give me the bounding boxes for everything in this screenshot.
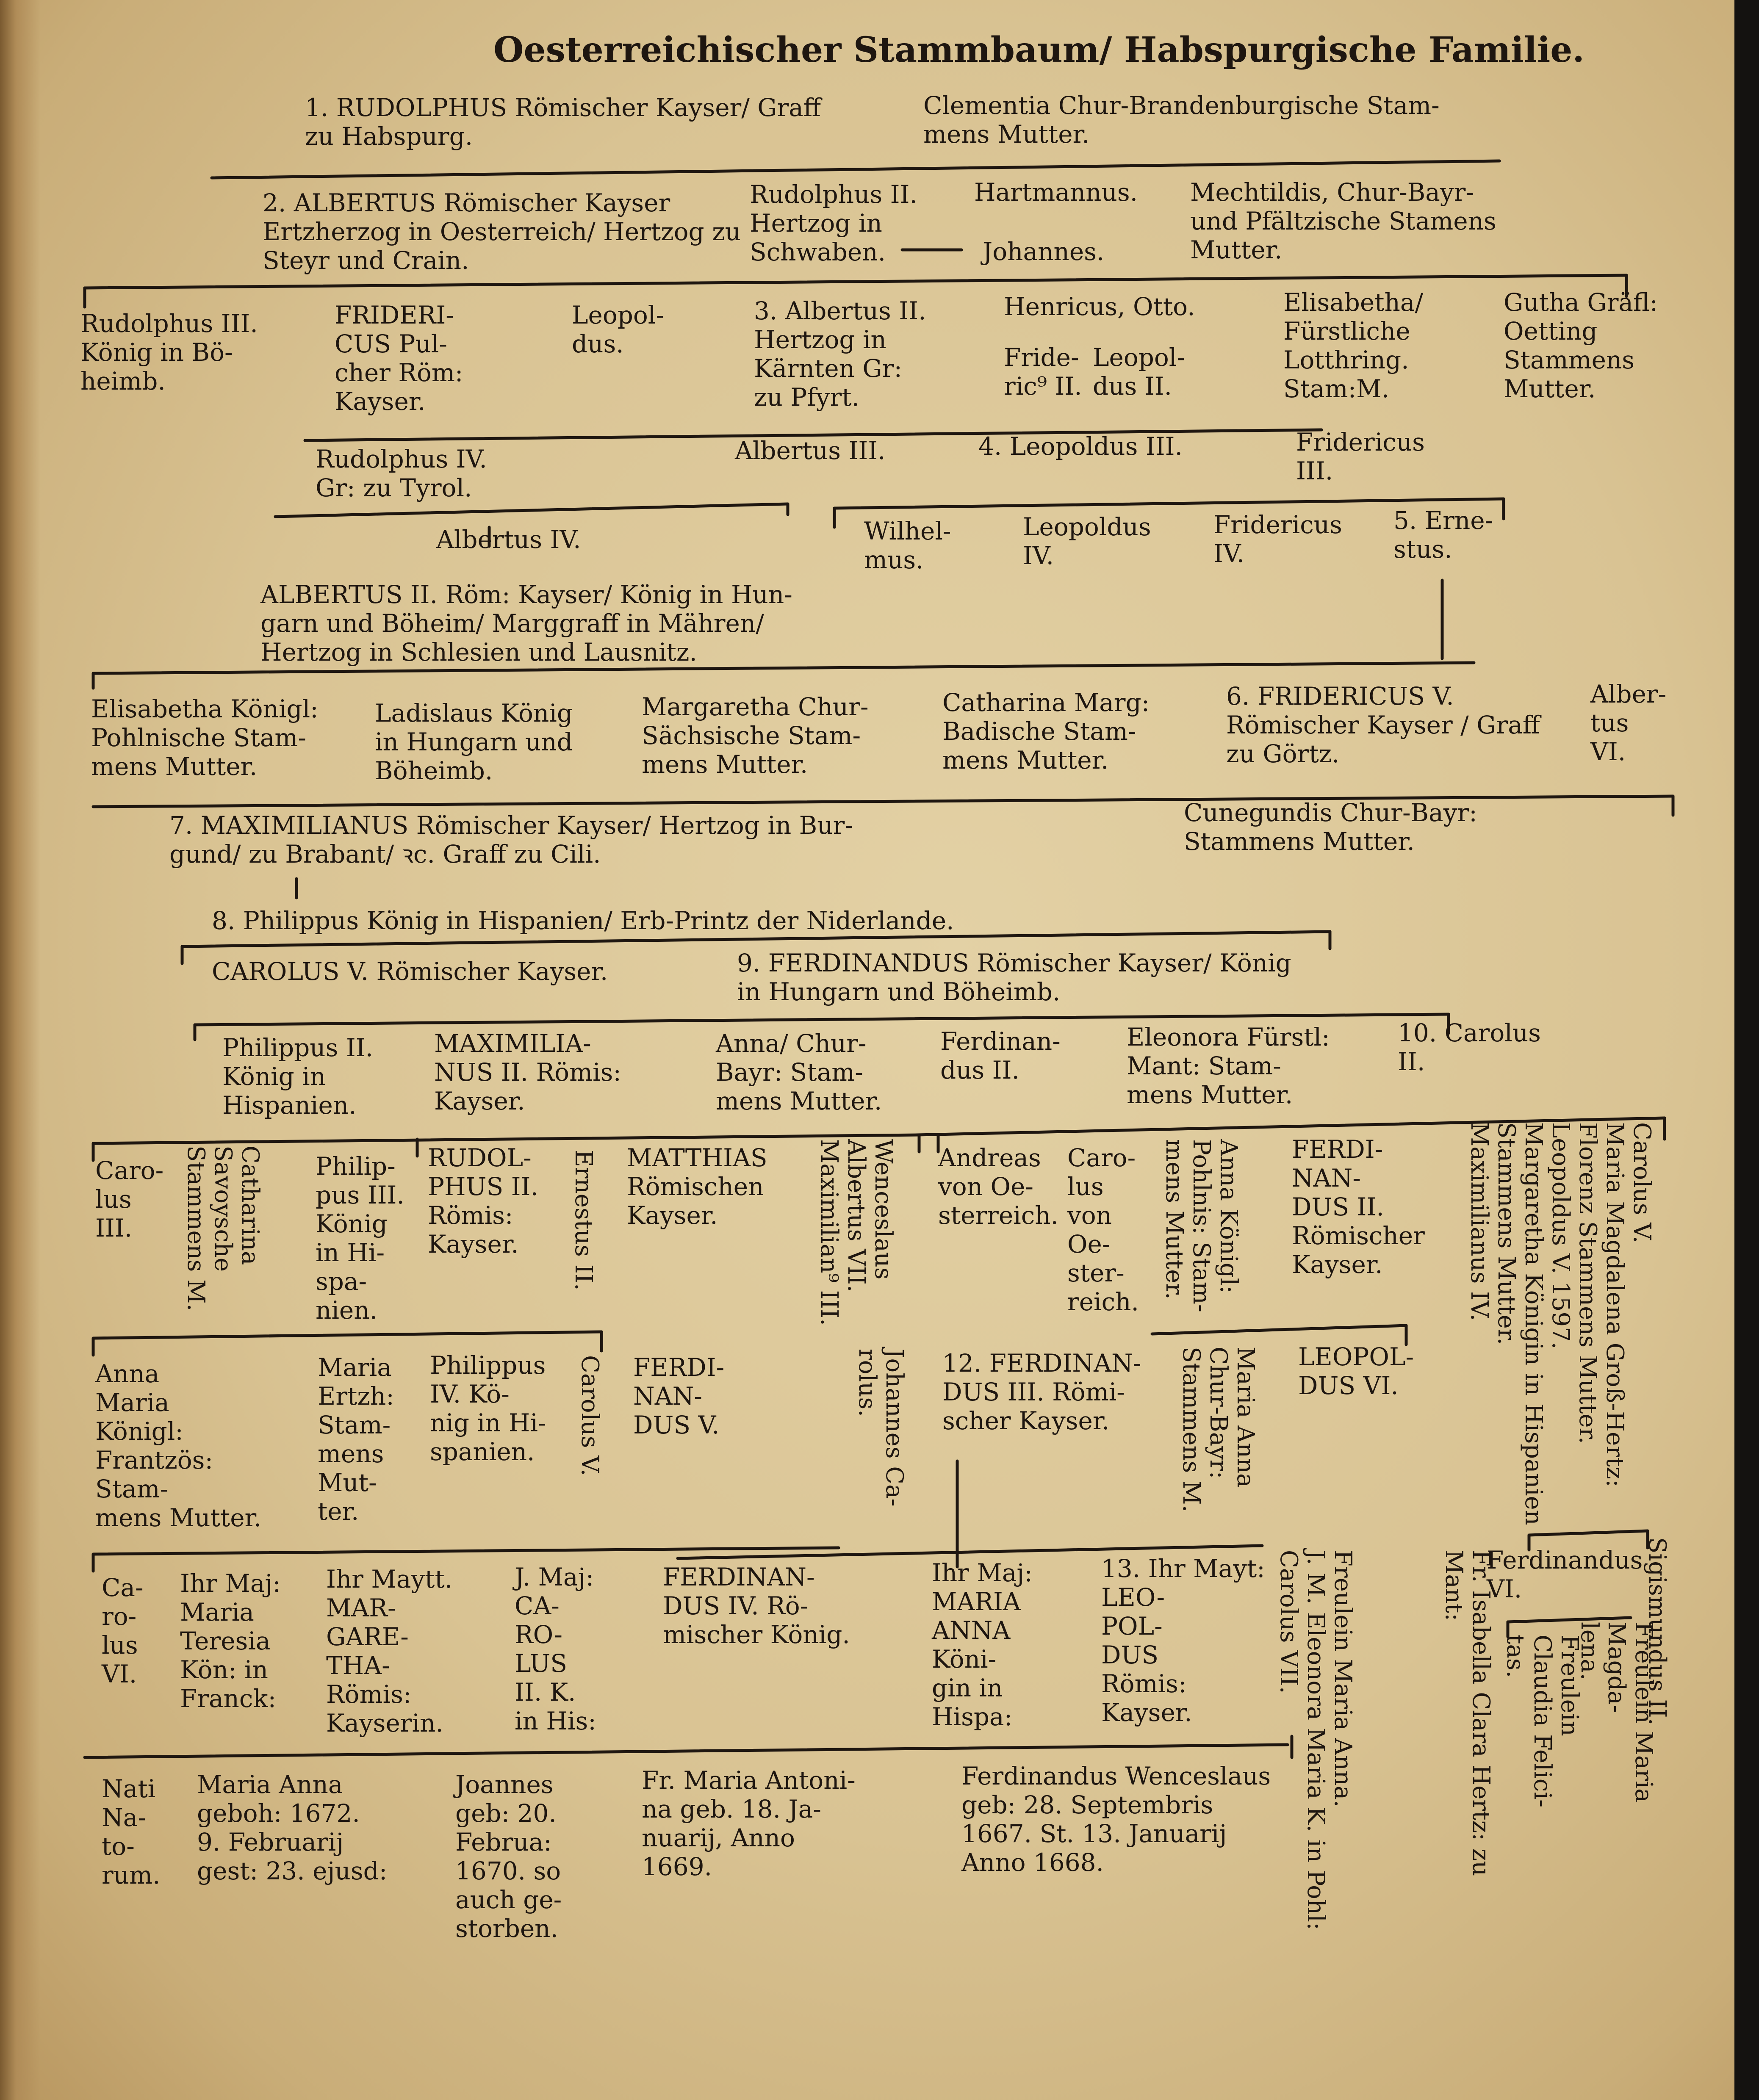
maria-anna-hispa-entry: Ihr Maj: MARIA ANNA Köni- gin in Hispa: bbox=[932, 1558, 1033, 1731]
carolus5-group-entry: Carolus V. Maria Magdalena Groß-Hertz: Florenz Stammens Mutter. Leopoldus V. 1597. Margaretha Königin in Hispanien Stammens Mutter. Maximilianus IV. bbox=[1465, 1122, 1656, 1525]
clementia-entry: Clementia Chur-Brandenburgische Stam- mens Mutter. bbox=[923, 91, 1440, 149]
albertus6-entry: Alber- tus VI. bbox=[1590, 680, 1667, 766]
carolus5-entry: CAROLUS V. Römischer Kayser. bbox=[212, 957, 608, 986]
mechtildis-entry: Mechtildis, Chur-Bayr- und Pfältzische Stamens Mutter. bbox=[1190, 178, 1496, 264]
elisabetha-pohlnische-entry: Elisabetha Königl: Pohlnische Stam- mens Mutter. bbox=[91, 694, 319, 781]
carolus2-entry: 10. Carolus II. bbox=[1398, 1018, 1541, 1076]
albertus2-king-entry: ALBERTUS II. Röm: Kayser/ König in Hun- garn und Böheim/ Marggraff in Mähren/ Hertzog in Schlesien und Lausnitz. bbox=[260, 580, 792, 667]
leopoldus-entry: Leopol- dus. bbox=[572, 301, 664, 358]
ferdinandus2-kayser-entry: FERDI- NAN- DUS II. Römischer Kayser. bbox=[1292, 1135, 1425, 1279]
wilhelmus-entry: Wilhel- mus. bbox=[864, 517, 951, 574]
ferdinandus-wenceslaus-birth-entry: Ferdinandus Wenceslaus geb: 28. Septembris 1667. St. 13. Januarij Anno 1668. bbox=[961, 1762, 1271, 1877]
maria-antonia-birth-entry: Fr. Maria Antoni- na geb. 18. Ja- nuarij, Anno 1669. bbox=[642, 1766, 856, 1881]
maria-anna-birth-entry: Maria Anna geboh: 1672. 9. Februarij gest: 23. ejusd: bbox=[197, 1770, 388, 1885]
maria-magdalena-entry: Freulein Maria Magda- lena. bbox=[1576, 1622, 1657, 1803]
leopoldus3-entry: 4. Leopoldus III. bbox=[978, 432, 1183, 461]
henricus-otto-entry: Henricus, Otto. bbox=[1004, 292, 1195, 321]
carolus3-entry: Caro- lus III. bbox=[95, 1156, 164, 1242]
gutha-entry: Gutha Gräfl: Oetting Stammens Mutter. bbox=[1504, 288, 1658, 403]
anna-chur-bayr-entry: Anna/ Chur- Bayr: Stam- mens Mutter. bbox=[716, 1029, 882, 1115]
page-edge-shadow bbox=[1734, 0, 1759, 2100]
ferdinandus4-entry: FERDINAN- DUS IV. Rö- mischer König. bbox=[663, 1563, 850, 1649]
sigismundus-entry: Sigismundus II. bbox=[1643, 1537, 1671, 1726]
joannes-birth-entry: Joannes geb: 20. Februa: 1670. so auch ge- storben. bbox=[455, 1770, 562, 1943]
ferdinandus-entry: 9. FERDINANDUS Römischer Kayser/ König in Hungarn und Böheimb. bbox=[737, 949, 1291, 1006]
hartmannus-entry: Hartmannus. bbox=[974, 178, 1138, 207]
philippus2-entry: Philippus II. König in Hispanien. bbox=[222, 1033, 374, 1120]
margaretha-saechsische-entry: Margaretha Chur- Sächsische Stam- mens Mutter. bbox=[642, 692, 869, 779]
philippus3-entry: Philip- pus III. König in Hi- spa- nien. bbox=[316, 1152, 404, 1325]
philippus4-entry: Philippus IV. Kö- nig in Hi- spanien. bbox=[430, 1351, 546, 1466]
ferdinandus2-entry: Ferdinan- dus II. bbox=[940, 1027, 1061, 1085]
friedericus2-entry: Fride- ric⁹ II. bbox=[1004, 343, 1082, 401]
fridericus5-entry: 6. FRIDERICUS V. Römischer Kayser / Graff zu Görtz. bbox=[1226, 682, 1540, 768]
fridericus-pulcher-entry: FRIDERI- CUS Pul- cher Röm: Kayser. bbox=[335, 301, 463, 416]
rudolphus2-entry: Rudolphus II. Hertzog in Schwaben. bbox=[750, 180, 917, 266]
ferdinandus3-entry: 12. FERDINAN- DUS III. Römi- scher Kayser. bbox=[942, 1349, 1141, 1435]
johannes-entry: Johannes. bbox=[983, 237, 1105, 266]
andreas-entry: Andreas von Oe- sterreich. bbox=[938, 1143, 1058, 1230]
rudolphus3-entry: Rudolphus III. König in Bö- heimb. bbox=[80, 309, 258, 396]
matthias-entry: MATTHIAS Römischen Kayser. bbox=[627, 1143, 767, 1230]
maximilianus-entry: 7. MAXIMILIANUS Römischer Kayser/ Hertzog in Bur- gund/ zu Brabant/ ꝛc. Graff zu Cili. bbox=[169, 811, 853, 869]
claudia-felicitas-entry: Freulein Claudia Felici- tas. bbox=[1501, 1635, 1583, 1808]
anna-pohlnis-entry: Anna Königl: Pohlnis: Stam- mens Mutter. bbox=[1161, 1139, 1242, 1312]
carolus-oesterreich-entry: Caro- lus von Oe- ster- reich. bbox=[1067, 1143, 1139, 1316]
carolus-v-entry: Carolus V. bbox=[576, 1355, 604, 1476]
albertus-entry: 2. ALBERTUS Römischer Kayser Ertzherzog in Oesterreich/ Hertzog zu Steyr und Crain. bbox=[263, 188, 741, 275]
catharina-badische-entry: Catharina Marg: Badische Stam- mens Mutter. bbox=[942, 688, 1150, 775]
rudolphus-entry: 1. RUDOLPHUS Römischer Kayser/ Graff zu Habspurg. bbox=[305, 93, 821, 151]
fridericus4-entry: Fridericus IV. bbox=[1213, 510, 1342, 568]
albertus2-entry: 3. Albertus II. Hertzog in Kärnten Gr: zu Pfyrt. bbox=[754, 296, 926, 412]
leopoldus6-entry: LEOPOL- DUS VI. bbox=[1298, 1342, 1414, 1400]
johannes-carolus-entry: Johannes Ca- rolus. bbox=[853, 1349, 908, 1507]
ladislaus-entry: Ladislaus König in Hungarn und Böheimb. bbox=[375, 699, 573, 785]
wenceslaus-entry: Wenceslaus Albertus VII. Maximilian⁹ III. bbox=[815, 1139, 897, 1326]
ernestus2-entry: Ernestus II. bbox=[570, 1150, 597, 1291]
carolus6-entry: Ca- ro- lus VI. bbox=[102, 1573, 144, 1688]
leopoldus4-entry: Leopoldus IV. bbox=[1023, 512, 1151, 570]
maria-teresia-entry: Ihr Maj: Maria Teresia Kön: in Franck: bbox=[180, 1569, 281, 1713]
anna-maria-entry: Anna Maria Königl: Frantzös: Stam- mens Mutter. bbox=[95, 1359, 262, 1532]
catharina-savoysche-entry: Catharina Savoysche Stammens M. bbox=[182, 1145, 264, 1311]
rudolphus2-kayser-entry: RUDOL- PHUS II. Römis: Kayser. bbox=[428, 1143, 538, 1259]
isabella-clara-entry: Fr. Isabella Clara Hertz: zu Mant: bbox=[1440, 1550, 1495, 1876]
ernestus-entry: 5. Erne- stus. bbox=[1393, 506, 1493, 564]
albertus3-entry: Albertus III. bbox=[735, 436, 886, 465]
rudolphus4-entry: Rudolphus IV. Gr: zu Tyrol. bbox=[316, 445, 487, 502]
albertus4-entry: Albertus IV. bbox=[436, 525, 581, 554]
nati-natorum-label: Nati Na- to- rum. bbox=[102, 1774, 161, 1890]
page-title: Oesterreichischer Stammbaum/ Habspurgische Familie. bbox=[493, 30, 1584, 70]
maria-anna-chur-bayr-entry: Maria Anna Chur-Bayr: Stammens M. bbox=[1177, 1347, 1259, 1513]
freulein-maria-anna-entry: Freulein Maria Anna. J. M. Eleonora Maria K. in Pohl: Carolus VII. bbox=[1275, 1550, 1357, 1930]
carolus2-king-entry: J. Maj: CA- RO- LUS II. K. in His: bbox=[515, 1563, 596, 1735]
ferdinandus5-entry: FERDI- NAN- DUS V. bbox=[633, 1353, 725, 1439]
cunegundis-entry: Cunegundis Chur-Bayr: Stammens Mutter. bbox=[1184, 798, 1477, 856]
eleonora-entry: Eleonora Fürstl: Mant: Stam- mens Mutter. bbox=[1127, 1023, 1330, 1109]
maximilianus2-entry: MAXIMILIA- NUS II. Römis: Kayser. bbox=[434, 1029, 621, 1115]
leopoldus2-entry: Leopol- dus II. bbox=[1093, 343, 1185, 401]
ferdinandus6-entry: Ferdinandus VI. bbox=[1487, 1546, 1643, 1603]
fridericus3-entry: Fridericus III. bbox=[1296, 428, 1425, 485]
philippus-entry: 8. Philippus König in Hispanien/ Erb-Printz der Niderlande. bbox=[212, 906, 954, 935]
margaretha-kayserin-entry: Ihr Maytt. MAR- GARE- THA- Römis: Kayserin. bbox=[326, 1565, 453, 1738]
maria-ertzh-entry: Maria Ertzh: Stam- mens Mut- ter. bbox=[318, 1353, 394, 1526]
elisabetha-lotthring-entry: Elisabetha/ Fürstliche Lotthring. Stam:M. bbox=[1283, 288, 1424, 403]
leopoldus-kayser-entry: 13. Ihr Mayt: LEO- POL- DUS Römis: Kayser. bbox=[1101, 1554, 1265, 1727]
